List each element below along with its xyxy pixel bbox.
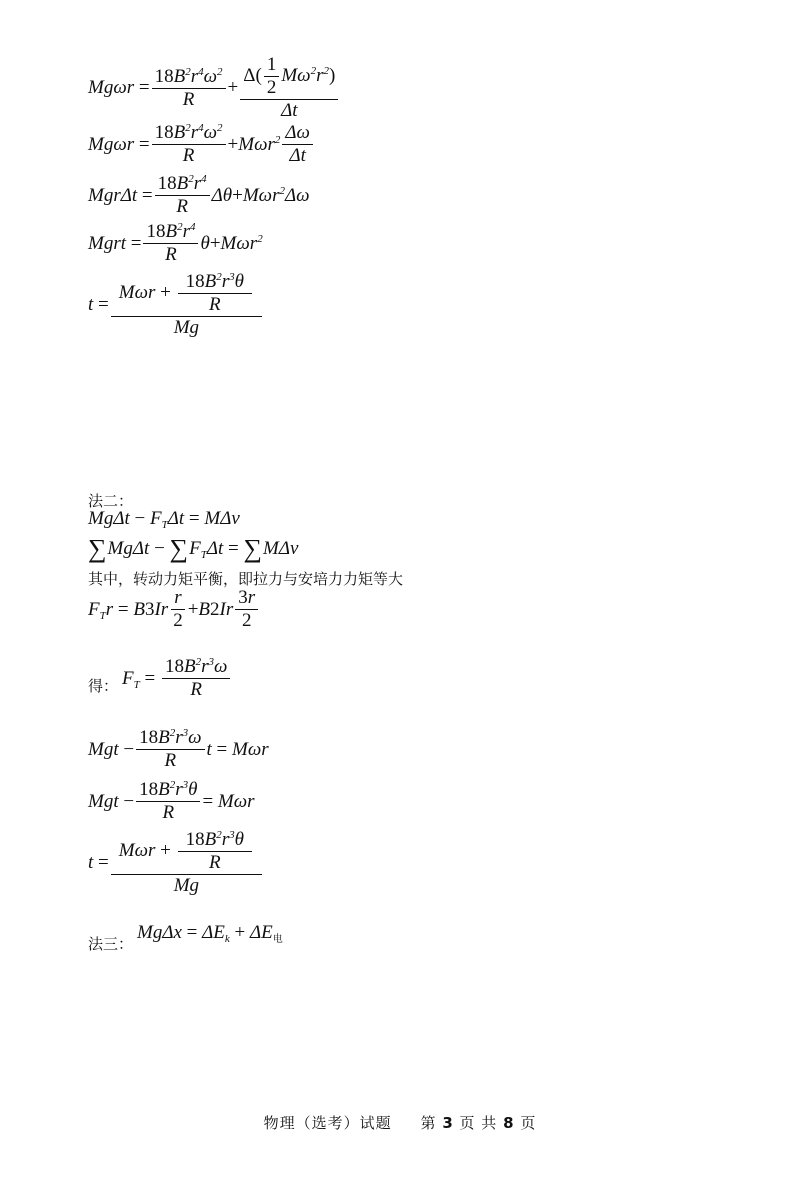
footer-subject: 物理（选考）试题	[263, 1114, 392, 1132]
method2-label: 法二：	[88, 492, 134, 510]
equation-impulse-step: MgrΔt = $\frac{18B^2r^4}{R}$ Δθ + Mωr$^2$Δω	[88, 173, 310, 217]
footer-page-prefix: 第	[420, 1114, 437, 1132]
method3-label: 法三：	[88, 935, 134, 953]
equation-time-result-2: t = Mωr + $\frac{18B^2r^3\theta}{R}$ Mg	[88, 830, 264, 896]
equation-momentum: MgΔt − $F_T\Delta t$ = MΔv	[88, 508, 240, 531]
equation-tension-result: $F_T$ = $\frac{18B^2r^3\omega}{R}$	[122, 657, 232, 700]
equation-energy: MgΔx = $\Delta E_k$ + $\Delta E_电$	[137, 922, 283, 945]
result-label: 得：	[88, 677, 119, 695]
footer-page-suffix: 页	[520, 1114, 537, 1132]
footer-page-total: 8	[503, 1114, 515, 1132]
equation-torque-balance: $F_Tr$ = B3Ir $\frac{r}{2}$ + B2Ir $\frac{3r}{2}$	[88, 588, 260, 631]
equation-time-result-1: t = Mωr + $\frac{18B^2r^3\theta}{R}$ Mg	[88, 272, 264, 338]
footer-page-mid: 页 共	[459, 1114, 498, 1132]
equation-power-balance-2: Mgωr = $\frac{18B^2r^4\omega^2}{R}$ + Mωr$^2$ $\frac{\Delta\omega}{\Delta t}$	[88, 123, 315, 166]
subscript-electric: 电	[272, 934, 283, 945]
footer-page-number: 3	[442, 1114, 454, 1132]
method2-note: 其中，转动力矩平衡，即拉力与安培力力矩等大	[88, 570, 404, 588]
equation-integrated: Mgrt = $\frac{18B^2r^4}{R}$ θ + Mωr$^2$	[88, 221, 263, 265]
equation-method2-step1: Mgt − $\frac{18B^2r^3\omega}{R}$ t = Mωr	[88, 727, 269, 771]
equation-method2-step2: Mgt − $\frac{18B^2r^3\theta}{R}$ = Mωr	[88, 779, 255, 823]
page-footer	[0, 1112, 800, 1133]
equation-power-balance-1: Mgωr = $\frac{18B^2r^4\omega^2}{R}$ + Δ( $\frac{1}{2}$ $M\omega^2r^2$) Δt	[88, 55, 340, 121]
equation-momentum-sum: ∑ MgΔt − ∑ $F_T\Delta t$ = ∑ MΔv	[88, 534, 299, 563]
